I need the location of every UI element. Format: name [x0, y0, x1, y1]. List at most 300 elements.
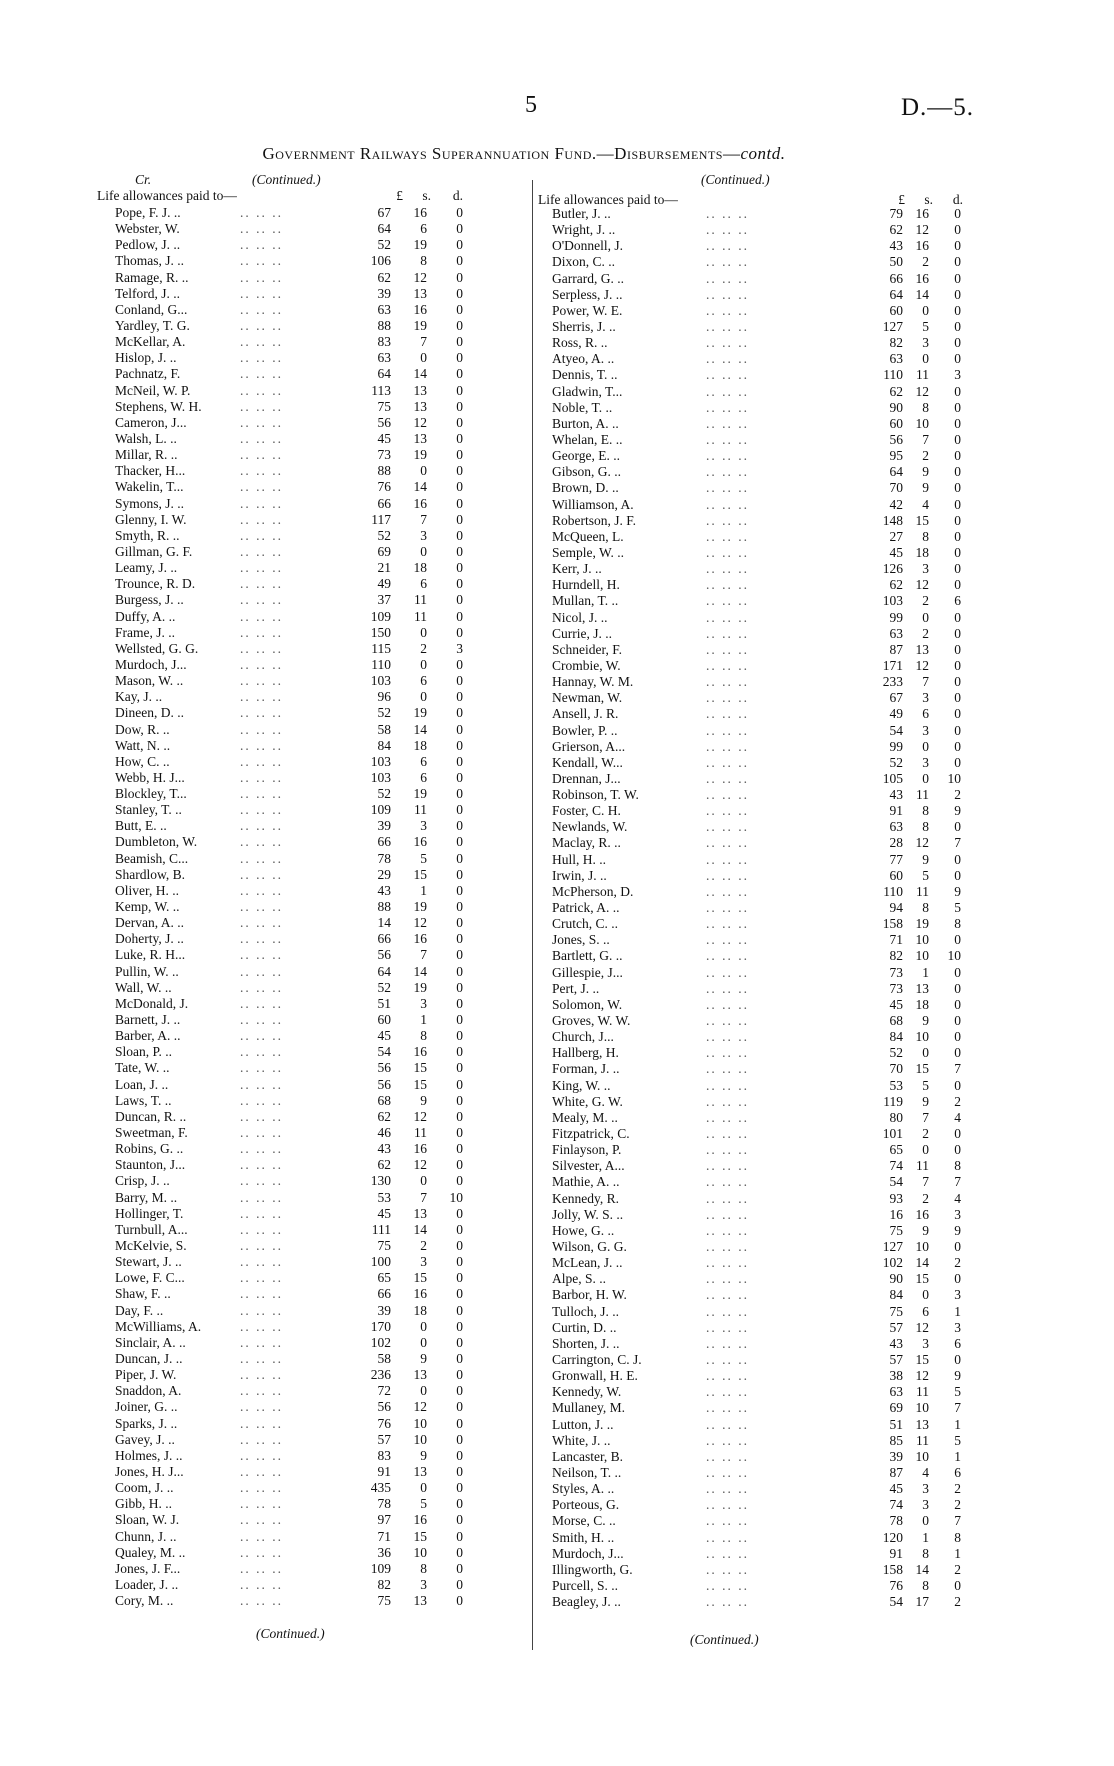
- table-row: [538, 319, 990, 335]
- pounds-value: 49: [889, 706, 903, 722]
- table-row: [97, 770, 527, 786]
- table-row: [538, 1126, 990, 1142]
- shillings-value: 5: [922, 867, 929, 883]
- leader-dots: .. .. ..: [240, 1125, 283, 1141]
- pounds-value: 52: [377, 705, 391, 721]
- table-row: [538, 1029, 990, 1045]
- pounds-value: 67: [377, 205, 391, 220]
- pounds-value: 66: [377, 1286, 391, 1302]
- payee-name: Webb, H. J...: [115, 769, 185, 785]
- payee-name: Barbor, H. W.: [552, 1287, 627, 1303]
- pence-value: 0: [954, 431, 961, 447]
- leader-dots: .. .. ..: [706, 1400, 749, 1416]
- pounds-value: 66: [377, 495, 391, 511]
- pence-value: 0: [456, 253, 463, 269]
- leader-dots: .. .. ..: [706, 609, 749, 625]
- payee-name: McKellar, A.: [115, 334, 186, 350]
- pounds-value: 88: [377, 317, 391, 333]
- leader-dots: .. .. ..: [240, 301, 283, 317]
- pounds-value: 101: [882, 1126, 903, 1142]
- payee-name: Wright, J. ..: [552, 222, 616, 238]
- table-row: [97, 802, 527, 818]
- pence-value: 0: [456, 608, 463, 624]
- shillings-value: 1: [922, 964, 929, 980]
- table-row: [97, 1141, 527, 1157]
- pounds-value: 158: [882, 1561, 903, 1577]
- leader-dots: .. .. ..: [240, 1012, 283, 1028]
- leader-dots: .. .. ..: [706, 819, 749, 835]
- leader-dots: .. .. ..: [706, 1594, 749, 1610]
- pounds-value: 66: [377, 834, 391, 850]
- pence-value: 0: [456, 1108, 463, 1124]
- table-row: [538, 642, 990, 658]
- pence-value: 0: [456, 931, 463, 947]
- pence-value: 0: [456, 576, 463, 592]
- pounds-value: 115: [371, 640, 391, 656]
- pounds-value: 103: [370, 753, 391, 769]
- payee-name: McNeil, W. P.: [115, 382, 191, 398]
- table-row: [538, 206, 990, 222]
- pounds-value: 76: [889, 1577, 903, 1593]
- shillings-value: 16: [413, 205, 427, 220]
- pounds-value: 75: [377, 1238, 391, 1253]
- payee-name: Lutton, J. ..: [552, 1416, 614, 1432]
- payee-name: McQueen, L.: [552, 528, 624, 544]
- pounds-value: 75: [889, 1222, 903, 1238]
- leader-dots: .. .. ..: [240, 414, 283, 430]
- payee-name: Sparks, J. ..: [115, 1415, 178, 1431]
- leader-dots: .. .. ..: [706, 770, 749, 786]
- table-row: [538, 1094, 990, 1110]
- pounds-value: 113: [371, 382, 391, 398]
- payee-name: Groves, W. W.: [552, 1013, 631, 1029]
- shillings-value: 7: [922, 431, 929, 447]
- table-row: [538, 416, 990, 432]
- pence-value: 0: [456, 899, 463, 915]
- leader-dots: .. .. ..: [240, 1141, 283, 1157]
- table-row: [538, 1271, 990, 1287]
- payee-name: McDonald, J.: [115, 995, 189, 1011]
- leader-dots: .. .. ..: [706, 318, 749, 334]
- pence-value: 2: [954, 1561, 961, 1577]
- pence-value: 0: [456, 1528, 463, 1544]
- leader-dots: .. .. ..: [706, 1319, 749, 1335]
- pounds-value: 27: [889, 528, 903, 544]
- shillings-value: 0: [420, 1383, 427, 1399]
- pence-value: 0: [954, 1077, 961, 1093]
- shillings-value: 9: [922, 851, 929, 867]
- table-row: [97, 834, 527, 850]
- pence-value: 0: [456, 334, 463, 350]
- pence-value: 9: [954, 883, 961, 899]
- shillings-value: 19: [413, 237, 427, 253]
- pence-value: 0: [456, 705, 463, 721]
- table-row: [538, 819, 990, 835]
- table-row: [97, 286, 527, 302]
- pounds-value: 71: [377, 1528, 391, 1544]
- payee-name: Staunton, J...: [115, 1157, 186, 1173]
- pence-value: 0: [456, 1447, 463, 1463]
- table-row: [538, 448, 990, 464]
- table-row: [97, 1222, 527, 1238]
- pounds-value: 65: [377, 1270, 391, 1286]
- pence-value: 0: [456, 656, 463, 672]
- pence-value: 0: [954, 415, 961, 431]
- payee-name: Pert, J. ..: [552, 980, 600, 996]
- leader-dots: .. .. ..: [240, 1318, 283, 1334]
- pounds-value: 56: [377, 1076, 391, 1092]
- shillings-value: 2: [420, 1238, 427, 1253]
- leader-dots: .. .. ..: [240, 205, 283, 220]
- leader-dots: .. .. ..: [706, 561, 749, 577]
- pounds-value: 21: [377, 560, 391, 576]
- leader-dots: .. .. ..: [240, 576, 283, 592]
- leader-dots: .. .. ..: [706, 1222, 749, 1238]
- pounds-value: 150: [370, 624, 391, 640]
- table-row: [538, 1191, 990, 1207]
- payee-name: Garrard, G. ..: [552, 270, 624, 286]
- table-row: [538, 981, 990, 997]
- pounds-value: 45: [889, 1481, 903, 1497]
- right-footer: (Continued.): [690, 1632, 759, 1647]
- payee-name: Robins, G. ..: [115, 1141, 184, 1157]
- pounds-value: 60: [377, 1012, 391, 1028]
- leader-dots: .. .. ..: [240, 818, 283, 834]
- pence-value: 6: [954, 1464, 961, 1480]
- shillings-value: 16: [915, 270, 929, 286]
- shillings-value: 0: [420, 543, 427, 559]
- shillings-value: 0: [922, 1045, 929, 1061]
- table-row: [97, 528, 527, 544]
- payee-name: Qualey, M. ..: [115, 1544, 186, 1560]
- shillings-value: 5: [420, 1496, 427, 1512]
- shillings-value: 14: [413, 1221, 427, 1237]
- leader-dots: .. .. ..: [240, 899, 283, 915]
- table-row: [538, 1013, 990, 1029]
- payee-name: Butler, J. ..: [552, 206, 611, 221]
- pence-value: 0: [954, 657, 961, 673]
- shillings-value: 19: [413, 705, 427, 721]
- leader-dots: .. .. ..: [706, 544, 749, 560]
- table-row: [97, 221, 527, 237]
- table-row: [97, 1545, 527, 1561]
- pence-value: 1: [954, 1545, 961, 1561]
- pounds-value: 97: [377, 1512, 391, 1528]
- pounds-value: 83: [377, 334, 391, 350]
- leader-dots: .. .. ..: [240, 1076, 283, 1092]
- pence-value: 7: [954, 1061, 961, 1077]
- pounds-value: 109: [370, 1560, 391, 1576]
- table-row: [97, 754, 527, 770]
- shillings-value: 12: [915, 222, 929, 238]
- payee-name: Kay, J. ..: [115, 689, 163, 705]
- pounds-value: 53: [889, 1077, 903, 1093]
- table-row: [97, 689, 527, 705]
- leader-dots: .. .. ..: [240, 834, 283, 850]
- pence-value: 0: [456, 1173, 463, 1189]
- pounds-value: 54: [377, 1044, 391, 1060]
- payee-name: Burgess, J. ..: [115, 592, 184, 608]
- pence-value: 2: [954, 1497, 961, 1513]
- shillings-value: 7: [420, 334, 427, 350]
- leader-dots: .. .. ..: [240, 915, 283, 931]
- payee-name: McPherson, D.: [552, 883, 634, 899]
- table-row: [538, 1223, 990, 1239]
- payee-name: Jones, J. F...: [115, 1560, 181, 1576]
- pounds-value: 64: [377, 221, 391, 237]
- shillings-value: 16: [915, 1206, 929, 1222]
- pence-value: 0: [954, 1142, 961, 1158]
- pounds-value: 51: [889, 1416, 903, 1432]
- pounds-value: 45: [889, 544, 903, 560]
- pence-value: 4: [954, 1190, 961, 1206]
- pence-value: 0: [456, 1012, 463, 1028]
- payee-name: Howe, G. ..: [552, 1222, 615, 1238]
- payee-name: Thomas, J. ..: [115, 253, 184, 269]
- payee-name: Williamson, A.: [552, 496, 634, 512]
- pence-value: 9: [954, 1222, 961, 1238]
- pounds-value: 45: [889, 996, 903, 1012]
- pounds-value: 64: [377, 366, 391, 382]
- pounds-value: 94: [889, 900, 903, 916]
- shillings-value: 14: [413, 721, 427, 737]
- table-row: [97, 1496, 527, 1512]
- shillings-value: 7: [420, 511, 427, 527]
- table-row: [538, 997, 990, 1013]
- leader-dots: .. .. ..: [240, 398, 283, 414]
- shillings-value: 15: [915, 512, 929, 528]
- pence-value: 0: [456, 1576, 463, 1592]
- pence-value: 2: [954, 1481, 961, 1497]
- pounds-value: 102: [882, 1255, 903, 1271]
- pounds-value: 37: [377, 592, 391, 608]
- pence-value: 0: [954, 932, 961, 948]
- pence-value: 0: [456, 1463, 463, 1479]
- pence-value: 0: [456, 495, 463, 511]
- pounds-value: 62: [377, 1108, 391, 1124]
- leader-dots: .. .. ..: [240, 463, 283, 479]
- pounds-value: 109: [370, 802, 391, 818]
- pence-value: 0: [456, 350, 463, 366]
- leader-dots: .. .. ..: [706, 1126, 749, 1142]
- shillings-value: 16: [413, 301, 427, 317]
- pence-value: 0: [954, 1351, 961, 1367]
- leader-dots: .. .. ..: [706, 657, 749, 673]
- pounds-value: 69: [377, 543, 391, 559]
- shillings-value: 3: [922, 1497, 929, 1513]
- shillings-value: 18: [915, 544, 929, 560]
- payee-name: Pedlow, J. ..: [115, 237, 181, 253]
- payee-name: White, G. W.: [552, 1093, 623, 1109]
- payee-name: Currie, J. ..: [552, 625, 612, 641]
- leader-dots: .. .. ..: [706, 399, 749, 415]
- pounds-value: 53: [377, 1189, 391, 1205]
- table-row: [538, 400, 990, 416]
- leader-dots: .. .. ..: [706, 286, 749, 302]
- pence-value: 0: [456, 1157, 463, 1173]
- cr-label: Cr.: [135, 172, 152, 187]
- shillings-value: 0: [420, 624, 427, 640]
- payee-name: Mason, W. ..: [115, 673, 184, 689]
- pence-value: 0: [954, 270, 961, 286]
- shillings-value: 2: [922, 448, 929, 464]
- payee-name: Symons, J. ..: [115, 495, 185, 511]
- page-title: [0, 144, 1024, 164]
- pounds-value: 170: [370, 1318, 391, 1334]
- pence-value: 2: [954, 1093, 961, 1109]
- pounds-value: 236: [370, 1367, 391, 1383]
- table-row: [538, 497, 990, 513]
- pounds-value: 100: [370, 1254, 391, 1270]
- pence-value: 0: [954, 641, 961, 657]
- table-row: [538, 351, 990, 367]
- pounds-value: 102: [370, 1334, 391, 1350]
- payee-name: Ross, R. ..: [552, 335, 608, 351]
- pounds-value: 110: [883, 883, 903, 899]
- shillings-value: 3: [922, 1481, 929, 1497]
- pence-value: 0: [954, 302, 961, 318]
- pounds-value: 78: [377, 850, 391, 866]
- payee-name: Turnbull, A...: [115, 1221, 188, 1237]
- pounds-value: 93: [889, 1190, 903, 1206]
- payee-name: Grierson, A...: [552, 738, 626, 754]
- pence-value: 0: [456, 979, 463, 995]
- pounds-value: 52: [377, 979, 391, 995]
- table-row: [538, 1497, 990, 1513]
- shillings-value: 3: [922, 335, 929, 351]
- payee-name: Newman, W.: [552, 690, 623, 706]
- table-row: [97, 657, 527, 673]
- payee-name: Church, J...: [552, 1029, 614, 1045]
- pounds-value: 56: [377, 947, 391, 963]
- pence-value: 0: [456, 1028, 463, 1044]
- table-row: [97, 673, 527, 689]
- shillings-value: 13: [413, 285, 427, 301]
- right-column: [538, 172, 990, 1609]
- payee-name: Dixon, C. ..: [552, 254, 616, 270]
- pence-value: 9: [954, 803, 961, 819]
- table-row: [538, 626, 990, 642]
- payee-name: Sinclair, A. ..: [115, 1334, 186, 1350]
- payee-name: White, J. ..: [552, 1432, 611, 1448]
- table-row: [538, 1449, 990, 1465]
- payee-name: Forman, J. ..: [552, 1061, 620, 1077]
- pence-value: 0: [456, 1383, 463, 1399]
- payee-name: Gillespie, J...: [552, 964, 623, 980]
- pence-value: 0: [456, 1512, 463, 1528]
- pence-value: 0: [954, 1271, 961, 1287]
- table-row: [97, 1448, 527, 1464]
- shillings-value: 2: [922, 254, 929, 270]
- leader-dots: .. .. ..: [706, 1061, 749, 1077]
- table-row: [97, 1351, 527, 1367]
- table-row: [538, 1578, 990, 1594]
- pounds-value: 66: [889, 270, 903, 286]
- pence-value: 0: [954, 544, 961, 560]
- shillings-value: 12: [915, 835, 929, 851]
- pence-value: 3: [456, 640, 463, 656]
- payee-name: Schneider, F.: [552, 641, 622, 657]
- shillings-value: 0: [420, 689, 427, 705]
- pence-value: 0: [954, 528, 961, 544]
- table-row: [97, 1157, 527, 1173]
- shillings-value: 0: [420, 656, 427, 672]
- pounds-value: 43: [889, 1335, 903, 1351]
- pounds-value: 36: [377, 1544, 391, 1560]
- leader-dots: .. .. ..: [240, 1205, 283, 1221]
- pounds-value: 45: [377, 430, 391, 446]
- table-row: [538, 723, 990, 739]
- pounds-value: 63: [889, 1384, 903, 1400]
- shillings-value: 13: [915, 980, 929, 996]
- shillings-value: 0: [420, 1334, 427, 1350]
- payee-name: Ramage, R. ..: [115, 269, 189, 285]
- shillings-value: 15: [915, 1351, 929, 1367]
- payee-name: Joiner, G. ..: [115, 1399, 178, 1415]
- shillings-value: 3: [420, 527, 427, 543]
- shillings-value: 3: [420, 818, 427, 834]
- shillings-value: 17: [915, 1594, 929, 1610]
- table-row: [538, 1417, 990, 1433]
- shillings-value: 4: [922, 496, 929, 512]
- shillings-value: 0: [922, 1142, 929, 1158]
- shillings-value: 13: [915, 1416, 929, 1432]
- pounds-value: 52: [377, 237, 391, 253]
- pounds-value: 103: [370, 673, 391, 689]
- leader-dots: .. .. ..: [240, 1447, 283, 1463]
- shillings-value: 19: [915, 916, 929, 932]
- leader-dots: .. .. ..: [240, 1189, 283, 1205]
- shillings-value: 10: [413, 1431, 427, 1447]
- leader-dots: .. .. ..: [706, 415, 749, 431]
- table-row: [538, 561, 990, 577]
- payee-name: McKelvie, S.: [115, 1238, 187, 1253]
- shillings-value: 13: [413, 1593, 427, 1609]
- pence-value: 0: [954, 722, 961, 738]
- shillings-value: 0: [420, 463, 427, 479]
- pounds-value: 49: [377, 576, 391, 592]
- shillings-value: 3: [420, 1576, 427, 1592]
- pence-value: 0: [954, 512, 961, 528]
- leader-dots: .. .. ..: [706, 448, 749, 464]
- pounds-value: 54: [889, 1594, 903, 1610]
- pence-value: 0: [456, 592, 463, 608]
- leader-dots: .. .. ..: [706, 706, 749, 722]
- table-row: [538, 1465, 990, 1481]
- table-row: [97, 1125, 527, 1141]
- leader-dots: .. .. ..: [706, 367, 749, 383]
- pounds-value: 84: [889, 1029, 903, 1045]
- payee-name: Loader, J. ..: [115, 1576, 179, 1592]
- table-row: [97, 1206, 527, 1222]
- pounds-value: 60: [889, 867, 903, 883]
- payee-name: Snaddon, A.: [115, 1383, 182, 1399]
- shillings-value: 18: [915, 996, 929, 1012]
- pence-value: 0: [954, 625, 961, 641]
- payee-name: Newlands, W.: [552, 819, 628, 835]
- leader-dots: .. .. ..: [240, 1270, 283, 1286]
- leader-dots: .. .. ..: [240, 1254, 283, 1270]
- pence-value: 0: [456, 818, 463, 834]
- pence-header: d.: [952, 192, 963, 207]
- pounds-value: 103: [370, 769, 391, 785]
- leader-dots: .. .. ..: [706, 996, 749, 1012]
- payee-name: Robinson, T. W.: [552, 787, 639, 803]
- payee-name: Purcell, S. ..: [552, 1577, 618, 1593]
- table-row: [97, 1529, 527, 1545]
- leader-dots: .. .. ..: [240, 1044, 283, 1060]
- shillings-value: 6: [420, 221, 427, 237]
